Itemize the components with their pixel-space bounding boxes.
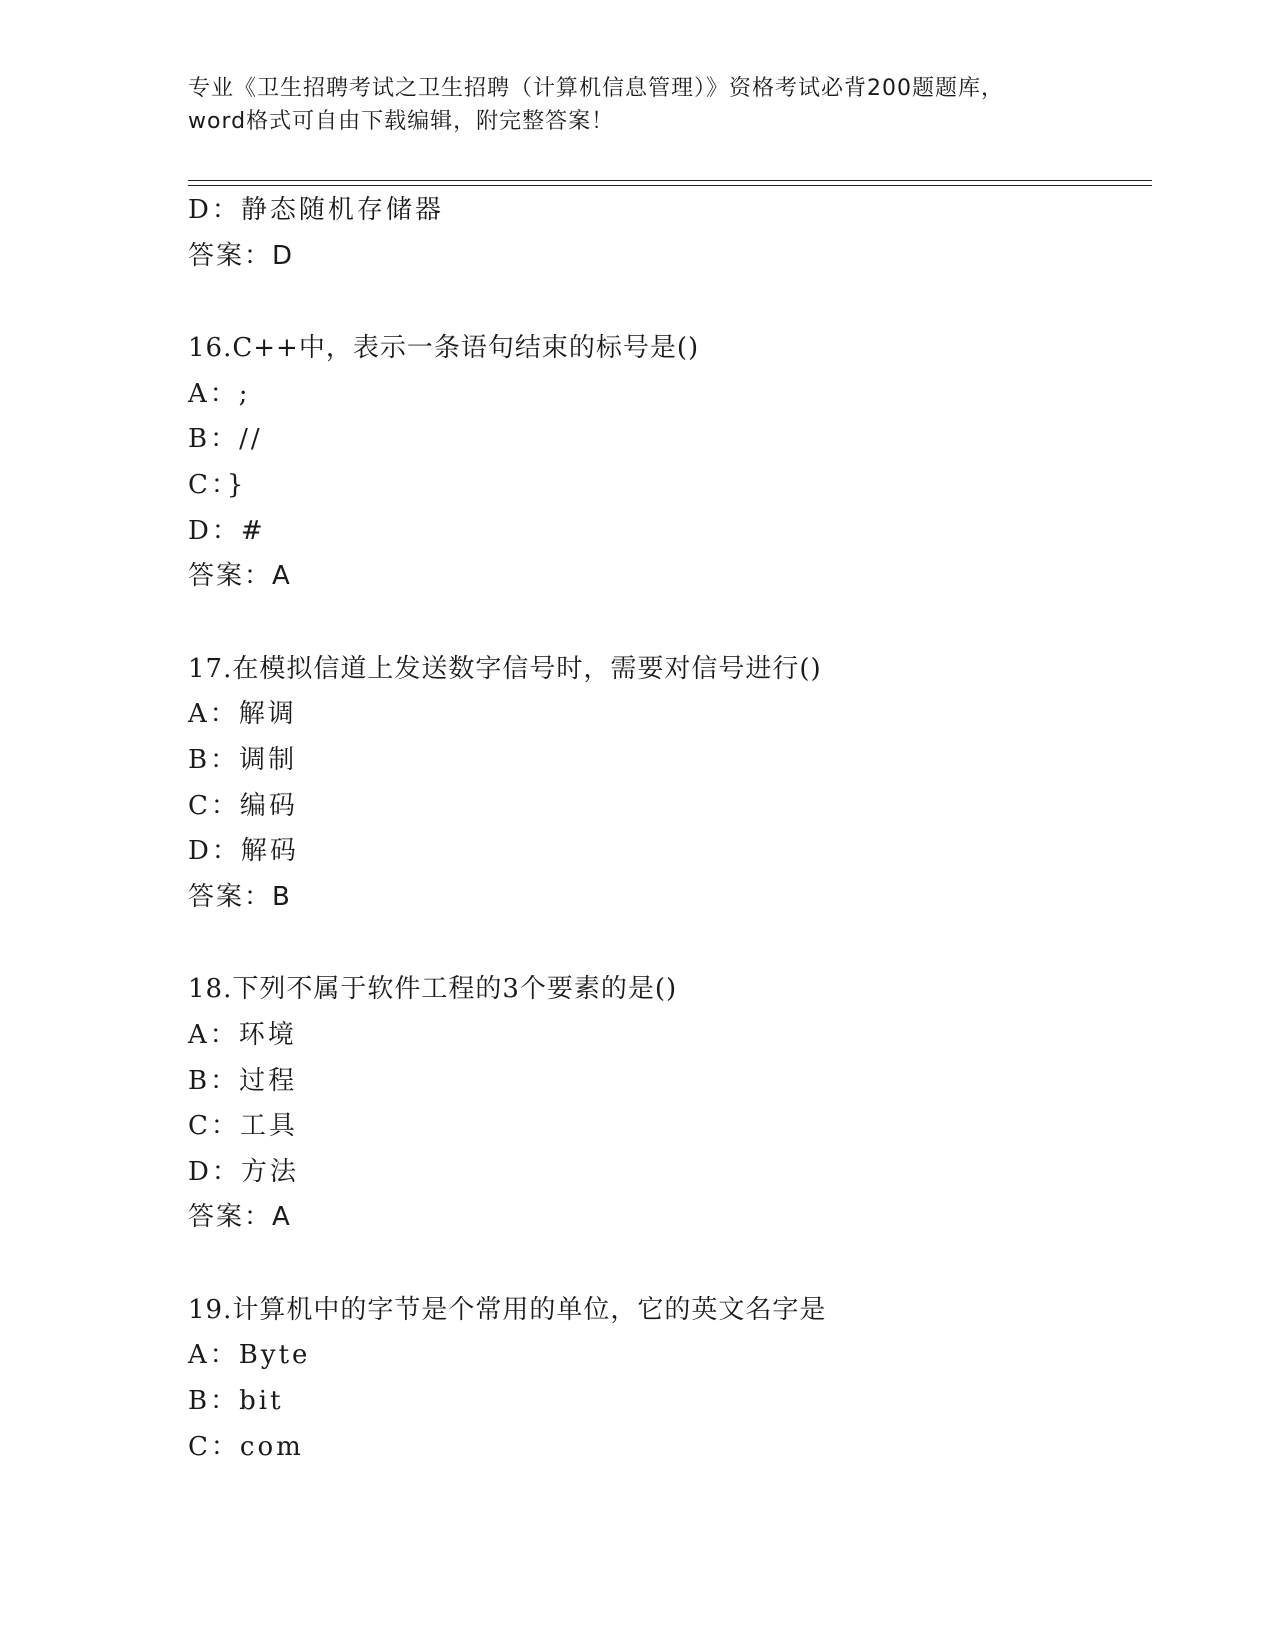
spacer — [188, 1241, 1152, 1288]
option-d: D：方法 — [188, 1156, 299, 1187]
question-block — [188, 326, 1152, 600]
option-d: D：# — [188, 515, 266, 546]
question-list — [188, 188, 1152, 1470]
question-stem: 17.在模拟信道上发送数字信号时，需要对信号进行() — [188, 653, 822, 684]
header-divider-bottom — [188, 185, 1152, 186]
option-c: C：工具 — [188, 1111, 298, 1142]
option-c: C：} — [188, 469, 247, 500]
option-b: B：调制 — [188, 744, 298, 775]
option-b: B：过程 — [188, 1065, 298, 1096]
header-divider-top — [188, 180, 1152, 181]
spacer — [188, 600, 1152, 647]
question-block — [188, 1288, 1152, 1470]
carryover-answer: 答案：D — [188, 240, 295, 271]
answer: 答案：A — [188, 561, 292, 592]
carryover-option-d: D：静态随机存储器 — [188, 195, 444, 225]
option-d: D：解码 — [188, 836, 299, 867]
option-b: B：// — [188, 424, 263, 455]
question-stem: 19.计算机中的字节是个常用的单位，它的英文名字是 — [188, 1294, 827, 1325]
answer: 答案：A — [188, 1202, 292, 1233]
header-line-2: word格式可自由下载编辑，附完整答案！ — [188, 109, 615, 134]
option-a: A：Byte — [188, 1340, 311, 1371]
question-block — [188, 647, 1152, 921]
spacer — [188, 920, 1152, 967]
option-a: A：解调 — [188, 699, 297, 730]
option-a: A：; — [188, 378, 251, 409]
question-stem: 16.C++中，表示一条语句结束的标号是() — [188, 333, 700, 364]
question-block — [188, 967, 1152, 1241]
answer: 答案：B — [188, 881, 292, 912]
header-line-1: 专业《卫生招聘考试之卫生招聘（计算机信息管理）》资格考试必背200题题库， — [188, 76, 1004, 101]
option-a: A：环境 — [188, 1019, 297, 1050]
option-b: B：bit — [188, 1386, 284, 1417]
option-c: C：编码 — [188, 790, 298, 821]
spacer — [188, 279, 1152, 326]
document-header — [188, 72, 1088, 138]
question-stem: 18.下列不属于软件工程的3个要素的是() — [188, 974, 678, 1005]
option-c: C：com — [188, 1431, 304, 1462]
